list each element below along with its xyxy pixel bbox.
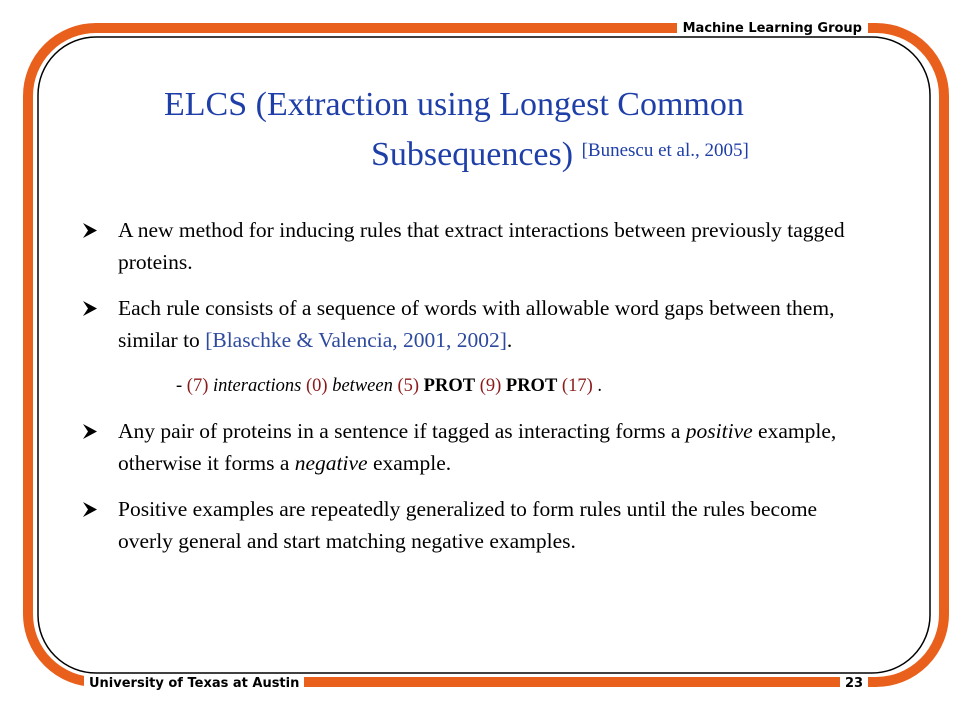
group-name: Machine Learning Group — [677, 21, 868, 36]
title-citation: [Bunescu et al., 2005] — [581, 140, 749, 161]
bullet-text: A new method for inducing rules that extract interactions between previously tagged proteins. — [118, 218, 845, 274]
rule-word: between — [332, 376, 393, 396]
rule-prot: PROT — [423, 376, 476, 396]
rule-gap: (0) — [306, 376, 328, 396]
rule-end: . — [597, 376, 602, 396]
bullet-item — [82, 292, 862, 356]
university-name: University of Texas at Austin — [84, 676, 304, 691]
bullet-text — [118, 292, 862, 356]
slide-content — [82, 214, 862, 557]
positive-term: positive — [685, 419, 753, 443]
rule-gap: (9) — [479, 376, 502, 396]
slide-title — [100, 82, 900, 178]
citation-link: [Blaschke & Valencia, 2001, 2002] — [205, 328, 507, 352]
title-line-2-text: Subsequences) — [371, 136, 574, 173]
bullet-text: Any pair of proteins in a sentence if tagged as interacting forms a positive example, otherwise it forms a negative example. — [118, 419, 837, 475]
title-line-2 — [100, 128, 900, 178]
negative-term: negative — [294, 451, 368, 475]
rule-gap: (7) — [186, 376, 209, 396]
bullet-text-main: Each rule consists of a sequence of words with allowable word gaps between them, similar to — [118, 296, 835, 352]
rule-gap: (5) — [397, 376, 420, 396]
rule-prot: PROT — [505, 376, 558, 396]
bullet-item — [82, 493, 862, 557]
arrowhead-bullet-icon — [82, 493, 118, 557]
bullet-text: Positive examples are repeatedly generalized to form rules until the rules become overly general and start matching negative examples. — [118, 497, 818, 553]
page-number: 23 — [840, 676, 868, 691]
arrowhead-bullet-icon — [82, 214, 118, 278]
rule-word: interactions — [213, 376, 302, 396]
bullet-item — [82, 415, 862, 479]
bullet-item — [82, 214, 862, 278]
bullet-text-suffix: . — [506, 328, 513, 352]
arrowhead-bullet-icon — [82, 415, 118, 479]
title-line-1: ELCS (Extraction using Longest Common — [164, 86, 744, 123]
arrowhead-bullet-icon — [82, 292, 118, 356]
rule-gap: (17) — [561, 376, 593, 396]
rule-example — [176, 371, 862, 401]
rule-dash: - — [176, 376, 187, 396]
